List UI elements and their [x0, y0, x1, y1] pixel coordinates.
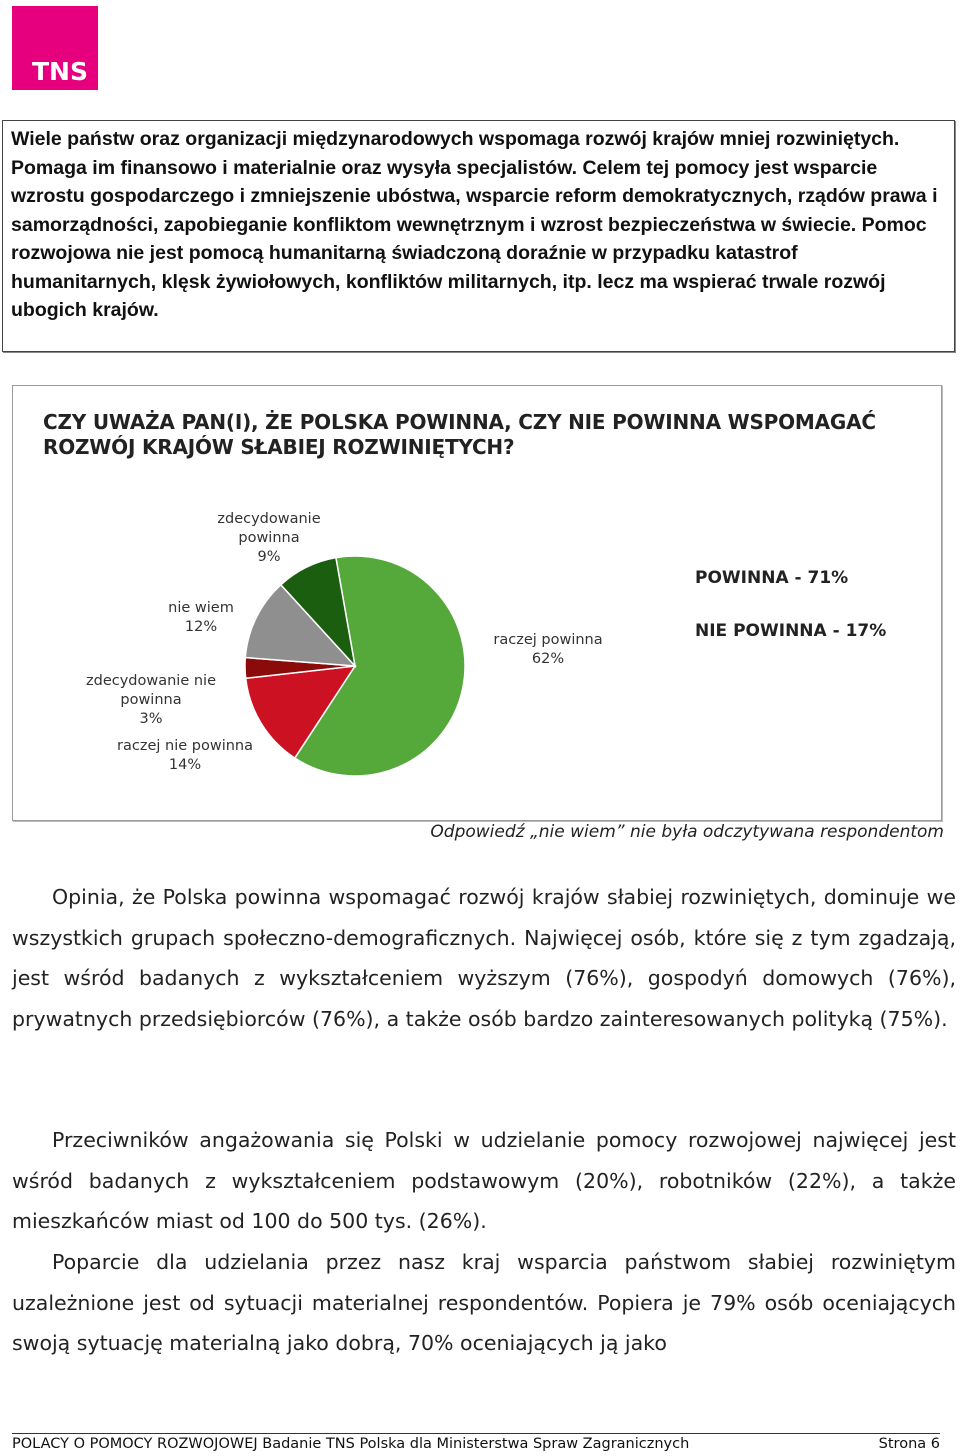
pie-value-zdecydowanie-powinna: 9% — [257, 549, 281, 565]
pie-chart — [13, 386, 941, 820]
chart-title: CZY UWAŻA PAN(I), ŻE POLSKA POWINNA, CZY NIE POWINNA WSPOMAGAĆ ROZWÓJ KRAJÓW SŁABIEJ ROZWINIĘTYCH? — [43, 410, 876, 459]
paragraph-3: Poparcie dla udzielania przez nasz kraj wsparcia państwom słabiej rozwiniętym uzależnione jest od sytuacji materialnej respondentów. Popiera je 79% osób oceniających swoją sytuację materialną jako dobrą, 70% oceniających ją jako — [12, 1250, 956, 1355]
pie-chart-panel — [12, 385, 942, 821]
logo-text: TNS — [32, 57, 88, 86]
pie-label-zdecydowanie-nie-powinna: powinna — [120, 692, 182, 708]
pie-value-raczej-nie-powinna: 14% — [168, 757, 202, 773]
pie-slices — [245, 556, 465, 776]
intro-text: Wiele państw oraz organizacji międzynarodowych wspomaga rozwój krajów mniej rozwiniętych. Pomaga im finansowo i materialnie oraz wysyła specjalistów. Celem tej pomocy jest wsparcie wzrostu gospodarczego i zmniejszenie ubóstwa, wsparcie reform demokratycznych, rządów prawa i samorządności, zapobieganie konfliktom wewnętrznym i wzrost bezpieczeństwa w świecie. Pomoc rozwojowa nie jest pomocą humanitarną świadczoną doraźnie w przypadku katastrof humanitarnych, klęsk żywiołowych, konfliktów militarnych, itp. lecz ma wspierać trwale rozwój ubogich krajów. — [11, 128, 938, 321]
pie-label-nie-wiem: nie wiem — [168, 600, 234, 616]
summary-label-1: NIE POWINNA - 17% — [695, 621, 887, 641]
intro-box — [2, 120, 955, 352]
pie-label-zdecydowanie-nie-powinna: zdecydowanie nie — [86, 673, 216, 689]
page-number: Strona 6 — [878, 1436, 940, 1452]
summary-label-0: POWINNA - 71% — [695, 568, 849, 588]
pie-value-zdecydowanie-nie-powinna: 3% — [139, 711, 163, 727]
pie-label-raczej-powinna: raczej powinna — [493, 632, 603, 648]
footer-title: POLACY O POMOCY ROZWOJOWEJ Badanie TNS Polska dla Ministerstwa Spraw Zagranicznych — [12, 1436, 690, 1452]
page-footer — [12, 1433, 940, 1456]
chart-note: Odpowiedź „nie wiem” nie była odczytywana respondentom — [430, 822, 944, 842]
pie-label-zdecydowanie-powinna: powinna — [238, 530, 300, 546]
pie-label-raczej-nie-powinna: raczej nie powinna — [117, 738, 253, 754]
paragraph-2: Przeciwników angażowania się Polski w udzielanie pomocy rozwojowej najwięcej jest wśród badanych z wykształceniem podstawowym (20%), robotników (22%), a także mieszkańców miast od 100 do 500 tys. (26%). — [12, 1128, 956, 1233]
pie-value-nie-wiem: 12% — [184, 619, 218, 635]
pie-value-raczej-powinna: 62% — [531, 651, 565, 667]
pie-label-zdecydowanie-powinna: zdecydowanie — [217, 511, 321, 527]
paragraph-1: Opinia, że Polska powinna wspomagać rozwój krajów słabiej rozwiniętych, dominuje we wszystkich grupach społeczno-demograficznych. Najwięcej osób, które się z tym zgadzają, jest wśród badanych z wykształceniem wyższym (76%), gospodyń domowych (76%), prywatnych przedsiębiorców (76%), a także osób bardzo zainteresowanych polityką (75%). — [12, 885, 956, 1031]
tns-logo — [12, 6, 98, 90]
pie-summary — [695, 568, 886, 641]
